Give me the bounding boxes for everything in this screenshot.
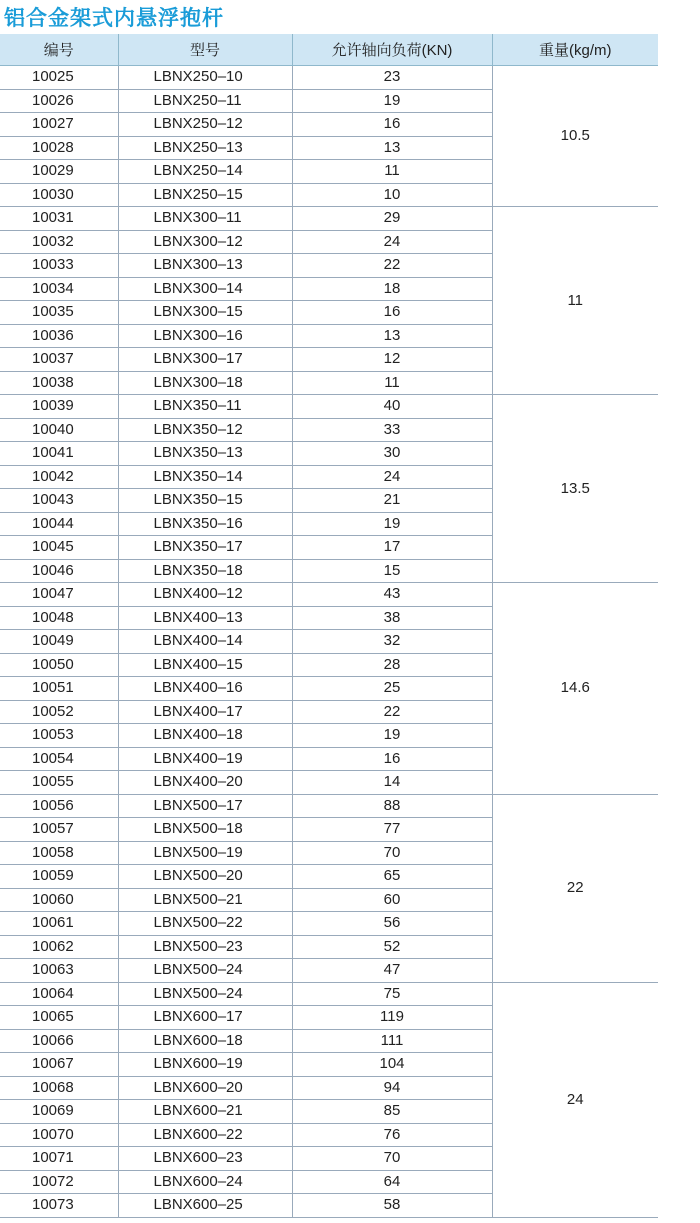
- cell-weight: 13.5: [492, 395, 658, 583]
- cell-id: 10049: [0, 630, 118, 654]
- cell-model: LBNX400–18: [118, 724, 292, 748]
- cell-load: 32: [292, 630, 492, 654]
- cell-load: 14: [292, 771, 492, 795]
- cell-weight: 11: [492, 207, 658, 395]
- cell-id: 10054: [0, 747, 118, 771]
- cell-id: 10038: [0, 371, 118, 395]
- cell-model: LBNX300–13: [118, 254, 292, 278]
- cell-load: 29: [292, 207, 492, 231]
- cell-model: LBNX500–17: [118, 794, 292, 818]
- cell-model: LBNX250–15: [118, 183, 292, 207]
- header-load: 允许轴向负荷(KN): [292, 34, 492, 66]
- cell-model: LBNX250–11: [118, 89, 292, 113]
- cell-id: 10051: [0, 677, 118, 701]
- cell-load: 38: [292, 606, 492, 630]
- cell-id: 10026: [0, 89, 118, 113]
- cell-id: 10059: [0, 865, 118, 889]
- cell-model: LBNX400–20: [118, 771, 292, 795]
- cell-id: 10045: [0, 536, 118, 560]
- cell-model: LBNX350–13: [118, 442, 292, 466]
- cell-load: 19: [292, 512, 492, 536]
- cell-load: 22: [292, 700, 492, 724]
- cell-load: 58: [292, 1194, 492, 1218]
- cell-load: 94: [292, 1076, 492, 1100]
- cell-load: 11: [292, 160, 492, 184]
- cell-load: 19: [292, 89, 492, 113]
- cell-id: 10061: [0, 912, 118, 936]
- cell-model: LBNX500–20: [118, 865, 292, 889]
- cell-load: 85: [292, 1100, 492, 1124]
- cell-model: LBNX600–19: [118, 1053, 292, 1077]
- cell-load: 119: [292, 1006, 492, 1030]
- cell-model: LBNX500–19: [118, 841, 292, 865]
- cell-load: 16: [292, 747, 492, 771]
- cell-id: 10055: [0, 771, 118, 795]
- cell-id: 10031: [0, 207, 118, 231]
- cell-load: 18: [292, 277, 492, 301]
- cell-id: 10071: [0, 1147, 118, 1171]
- cell-model: LBNX350–15: [118, 489, 292, 513]
- cell-load: 56: [292, 912, 492, 936]
- cell-id: 10046: [0, 559, 118, 583]
- cell-id: 10069: [0, 1100, 118, 1124]
- cell-id: 10056: [0, 794, 118, 818]
- cell-model: LBNX600–17: [118, 1006, 292, 1030]
- cell-model: LBNX350–18: [118, 559, 292, 583]
- table-row: [0, 794, 658, 818]
- cell-id: 10066: [0, 1029, 118, 1053]
- cell-load: 111: [292, 1029, 492, 1053]
- cell-load: 13: [292, 324, 492, 348]
- cell-id: 10073: [0, 1194, 118, 1218]
- cell-id: 10039: [0, 395, 118, 419]
- cell-load: 33: [292, 418, 492, 442]
- cell-load: 21: [292, 489, 492, 513]
- cell-model: LBNX500–18: [118, 818, 292, 842]
- cell-load: 40: [292, 395, 492, 419]
- cell-weight: 22: [492, 794, 658, 982]
- cell-model: LBNX300–11: [118, 207, 292, 231]
- cell-model: LBNX300–15: [118, 301, 292, 325]
- table-row: [0, 583, 658, 607]
- cell-model: LBNX600–25: [118, 1194, 292, 1218]
- cell-load: 47: [292, 959, 492, 983]
- cell-load: 70: [292, 841, 492, 865]
- cell-model: LBNX500–24: [118, 959, 292, 983]
- cell-id: 10047: [0, 583, 118, 607]
- cell-model: LBNX400–13: [118, 606, 292, 630]
- header-model: 型号: [118, 34, 292, 66]
- page-title: 铝合金架式内悬浮抱杆: [4, 6, 224, 30]
- cell-load: 88: [292, 794, 492, 818]
- cell-model: LBNX500–23: [118, 935, 292, 959]
- cell-model: LBNX350–16: [118, 512, 292, 536]
- cell-load: 43: [292, 583, 492, 607]
- cell-model: LBNX250–13: [118, 136, 292, 160]
- cell-id: 10040: [0, 418, 118, 442]
- cell-model: LBNX350–11: [118, 395, 292, 419]
- cell-id: 10057: [0, 818, 118, 842]
- cell-id: 10048: [0, 606, 118, 630]
- cell-model: LBNX300–12: [118, 230, 292, 254]
- table-header-row: [0, 34, 658, 66]
- cell-model: LBNX350–17: [118, 536, 292, 560]
- cell-id: 10032: [0, 230, 118, 254]
- cell-load: 104: [292, 1053, 492, 1077]
- cell-load: 70: [292, 1147, 492, 1171]
- cell-id: 10065: [0, 1006, 118, 1030]
- cell-model: LBNX400–17: [118, 700, 292, 724]
- cell-load: 24: [292, 465, 492, 489]
- cell-model: LBNX600–23: [118, 1147, 292, 1171]
- cell-load: 28: [292, 653, 492, 677]
- cell-load: 23: [292, 66, 492, 90]
- cell-id: 10025: [0, 66, 118, 90]
- cell-model: LBNX350–14: [118, 465, 292, 489]
- cell-model: LBNX600–18: [118, 1029, 292, 1053]
- cell-model: LBNX600–20: [118, 1076, 292, 1100]
- cell-id: 10036: [0, 324, 118, 348]
- cell-model: LBNX250–14: [118, 160, 292, 184]
- cell-load: 17: [292, 536, 492, 560]
- cell-load: 77: [292, 818, 492, 842]
- cell-id: 10068: [0, 1076, 118, 1100]
- cell-load: 10: [292, 183, 492, 207]
- cell-id: 10034: [0, 277, 118, 301]
- table-row: [0, 395, 658, 419]
- cell-model: LBNX400–16: [118, 677, 292, 701]
- cell-model: LBNX300–18: [118, 371, 292, 395]
- cell-model: LBNX300–17: [118, 348, 292, 372]
- cell-id: 10029: [0, 160, 118, 184]
- cell-model: LBNX600–21: [118, 1100, 292, 1124]
- cell-load: 15: [292, 559, 492, 583]
- table-body: [0, 66, 658, 1218]
- cell-id: 10064: [0, 982, 118, 1006]
- table-row: [0, 982, 658, 1006]
- cell-model: LBNX400–19: [118, 747, 292, 771]
- cell-id: 10058: [0, 841, 118, 865]
- cell-load: 75: [292, 982, 492, 1006]
- cell-id: 10052: [0, 700, 118, 724]
- cell-id: 10070: [0, 1123, 118, 1147]
- cell-id: 10042: [0, 465, 118, 489]
- cell-model: LBNX300–16: [118, 324, 292, 348]
- cell-id: 10067: [0, 1053, 118, 1077]
- cell-load: 16: [292, 301, 492, 325]
- cell-load: 52: [292, 935, 492, 959]
- cell-id: 10063: [0, 959, 118, 983]
- cell-load: 25: [292, 677, 492, 701]
- cell-weight: 10.5: [492, 66, 658, 207]
- cell-id: 10044: [0, 512, 118, 536]
- cell-model: LBNX600–22: [118, 1123, 292, 1147]
- header-weight: 重量(kg/m): [492, 34, 658, 66]
- table-row: [0, 207, 658, 231]
- cell-model: LBNX350–12: [118, 418, 292, 442]
- cell-id: 10030: [0, 183, 118, 207]
- cell-id: 10060: [0, 888, 118, 912]
- cell-model: LBNX300–14: [118, 277, 292, 301]
- cell-model: LBNX600–24: [118, 1170, 292, 1194]
- cell-model: LBNX400–15: [118, 653, 292, 677]
- cell-id: 10035: [0, 301, 118, 325]
- cell-id: 10062: [0, 935, 118, 959]
- header-id: 编号: [0, 34, 118, 66]
- cell-load: 24: [292, 230, 492, 254]
- cell-load: 13: [292, 136, 492, 160]
- cell-load: 22: [292, 254, 492, 278]
- cell-model: LBNX400–14: [118, 630, 292, 654]
- cell-id: 10053: [0, 724, 118, 748]
- cell-load: 16: [292, 113, 492, 137]
- cell-id: 10037: [0, 348, 118, 372]
- cell-model: LBNX250–10: [118, 66, 292, 90]
- table-row: [0, 66, 658, 90]
- cell-id: 10050: [0, 653, 118, 677]
- cell-id: 10028: [0, 136, 118, 160]
- cell-model: LBNX400–12: [118, 583, 292, 607]
- cell-load: 12: [292, 348, 492, 372]
- cell-weight: 14.6: [492, 583, 658, 795]
- cell-load: 60: [292, 888, 492, 912]
- cell-id: 10027: [0, 113, 118, 137]
- cell-model: LBNX250–12: [118, 113, 292, 137]
- cell-load: 19: [292, 724, 492, 748]
- cell-id: 10072: [0, 1170, 118, 1194]
- cell-load: 11: [292, 371, 492, 395]
- cell-load: 65: [292, 865, 492, 889]
- cell-load: 64: [292, 1170, 492, 1194]
- spec-table: [0, 34, 658, 1218]
- cell-id: 10033: [0, 254, 118, 278]
- cell-model: LBNX500–22: [118, 912, 292, 936]
- cell-id: 10043: [0, 489, 118, 513]
- cell-load: 30: [292, 442, 492, 466]
- cell-model: LBNX500–21: [118, 888, 292, 912]
- cell-model: LBNX500–24: [118, 982, 292, 1006]
- cell-load: 76: [292, 1123, 492, 1147]
- cell-id: 10041: [0, 442, 118, 466]
- cell-weight: 24: [492, 982, 658, 1217]
